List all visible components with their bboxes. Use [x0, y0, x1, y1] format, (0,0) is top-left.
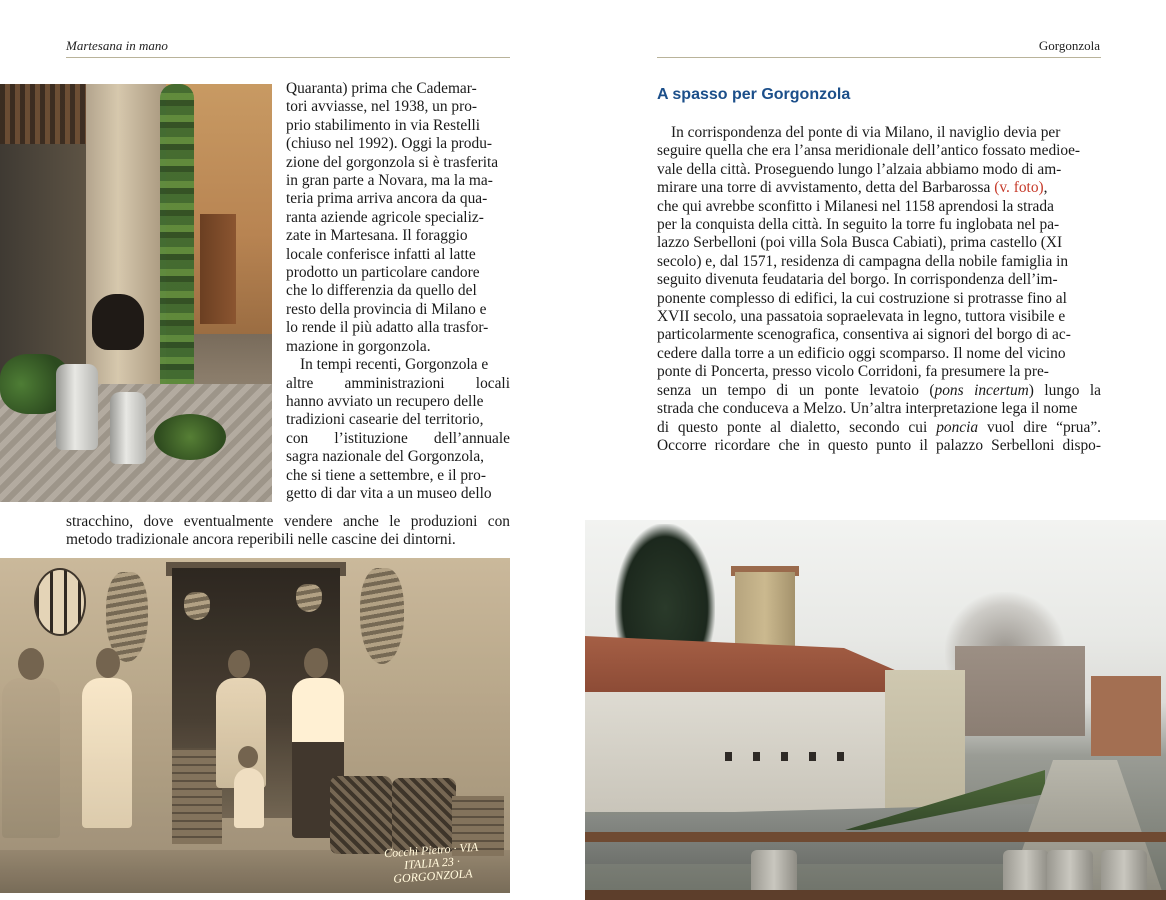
text-line: senza un tempo di un ponte levatoio (pons incertum) lungo la	[657, 381, 1101, 399]
text-line: prio stabilimento in via Restelli	[286, 116, 481, 134]
round-window-icon	[34, 568, 86, 636]
text-line: ranta aziende agricole specializ-	[286, 208, 484, 226]
text-line: seguito divenuta feudataria del borgo. In corrispondenza dell’im-	[657, 271, 1058, 289]
text-line: sagra nazionale del Gorgonzola,	[286, 448, 485, 466]
text-line: In corrispondenza del ponte di via Milano, il naviglio devia per	[671, 124, 1061, 141]
text-line: tradizioni casearie del territorio,	[286, 411, 484, 429]
bridge-railing	[585, 832, 1166, 842]
running-head-right: Gorgonzola	[1038, 38, 1100, 53]
text-line: seguire quella che era l’ansa meridionale dell’antico fossato medioe-	[657, 142, 1081, 160]
text-line: zione del gorgonzola si è trasferita	[286, 153, 499, 171]
text-line: getto di dar vita a un museo dello	[286, 484, 492, 502]
text-line: hanno avviato un recupero delle	[286, 392, 484, 410]
vintage-shop-photo	[0, 558, 510, 893]
banana-bunch-icon	[360, 568, 404, 664]
text-line: teria prima arriva ancora da qua-	[286, 190, 488, 208]
text-line: secolo) e, dal 1571, residenza di campagna della nobile famiglia in	[657, 252, 1069, 270]
text-line: Quaranta) prima che Cademar-	[286, 80, 477, 97]
text-line: che lo differenzia da quello del	[286, 282, 477, 300]
photo-reference-link[interactable]: (v. foto)	[994, 179, 1044, 197]
header-rule-right	[657, 57, 1101, 58]
text-line: ponente complesso di edifici, la cui costruzione si protrasse fino al	[657, 289, 1067, 307]
text-line: cedere dalla torre a un edificio oggi scomparso. Il nome del vicino	[657, 344, 1066, 362]
section-title: A spasso per Gorgonzola	[657, 86, 851, 103]
text-line: locale conferisce infatti al latte	[286, 245, 476, 263]
basket-icon	[330, 776, 392, 854]
text-line: In tempi recenti, Gorgonzola e	[300, 356, 489, 374]
text-line: lazzo Serbelloni (poi villa Sola Busca Cabiati), prima castello (XI	[657, 234, 1063, 252]
left-column-text	[286, 80, 510, 503]
text-line: particolarmente scenografica, consentiva ai signori del borgo di ac-	[657, 326, 1071, 344]
text-line: mazione in gorgonzola.	[286, 337, 431, 355]
text-line: XVII secolo, una passatoia sopraelevata in legno, tuttora visibile e	[657, 308, 1066, 326]
courtyard-photo	[0, 84, 272, 502]
text-line: resto della provincia di Milano e	[286, 300, 487, 318]
text-line: stracchino, dove eventualmente vendere anche le produzioni con	[66, 513, 510, 530]
header-rule-left	[66, 57, 510, 58]
text-line: ponte di Poncerta, presso vicolo Corridoni, fa presumere la pre-	[657, 363, 1049, 381]
text-line: che qui avrebbe sconfitto i Milanesi nel 1158 aprendosi la strada	[657, 197, 1054, 215]
shop-sign-text: Cocchi Pietro · VIA ITALIA 23 · GORGONZOLA	[383, 839, 479, 886]
text-line: di questo ponte al dialetto, secondo cui poncia vuol dire “prua”.	[657, 418, 1101, 436]
dialect-term: poncia	[936, 418, 979, 436]
text-line: in gran parte a Novara, ma la ma-	[286, 172, 493, 190]
text-line: mirare una torre di avvistamento, detta del Barbarossa (v. foto),	[657, 179, 1048, 197]
text-line: altre amministrazioni locali	[286, 374, 510, 392]
text-line: per la conquista della città. In seguito la torre fu inglobata nel pa-	[657, 216, 1060, 234]
right-page	[583, 0, 1166, 900]
text-line: vale della città. Proseguendo lungo l’alzaia abbiamo modo di am-	[657, 160, 1062, 178]
text-line: prodotto un particolare candore	[286, 264, 480, 282]
text-line: strada che conduceva a Melzo. Un’altra interpretazione lega il nome	[657, 400, 1078, 418]
milk-can-icon	[56, 364, 98, 450]
text-line: metodo tradizionale ancora reperibili nelle cascine dei dintorni.	[66, 531, 456, 549]
text-line: zate in Martesana. Il foraggio	[286, 227, 468, 245]
running-head-left: Martesana in mano	[66, 38, 168, 53]
text-line: lo rende il più adatto alla trasfor-	[286, 319, 489, 337]
left-full-width-text	[66, 513, 510, 550]
text-line: con l’istituzione dell’annuale	[286, 429, 510, 447]
right-body-text	[657, 124, 1101, 455]
latin-term: pons incertum	[934, 381, 1029, 399]
text-line: (chiuso nel 1992). Oggi la produ-	[286, 135, 493, 153]
canal-photo	[585, 520, 1166, 900]
milk-can-icon	[110, 392, 146, 464]
text-line: tori avviasse, nel 1938, un pro-	[286, 98, 478, 116]
text-line: che si tiene a settembre, e il pro-	[286, 466, 486, 484]
text-line: Occorre ricordare che in questo punto il palazzo Serbelloni dispo-	[657, 436, 1101, 454]
